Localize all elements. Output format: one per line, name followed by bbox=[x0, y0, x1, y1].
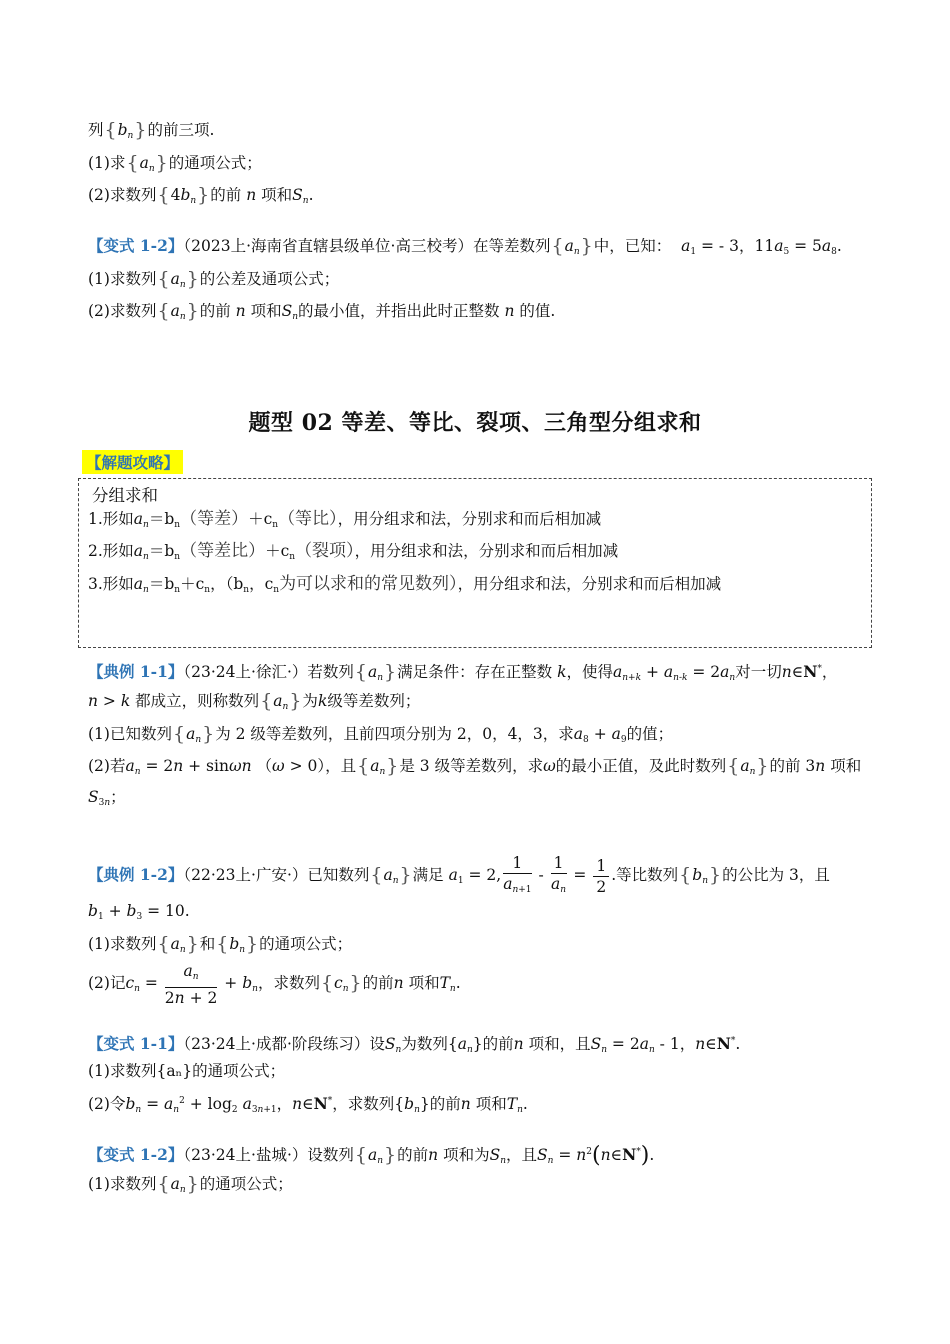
variant-1-2b-header: 【变式 1-2】（23·24上·盐城·）设数列$\{a_n\}$的前n 项和为$S_n$，且$S_n$ = $n^2(n\in N^*)$. bbox=[88, 1143, 655, 1168]
variant-tag: 【变式 1-2】 bbox=[88, 1145, 184, 1164]
example-1-1-line-2: n > k 都成立，则称数列$\{a_n\}$为k级等差数列； bbox=[88, 690, 421, 712]
strategy-rule-1: 1.形如$a_n=b_n$（等差）$+c_n$（等比），用分组求和法，分别求和而后相加减 bbox=[88, 509, 602, 530]
example-1-2-header: 【典例 1-2】（22·23上·广安·）已知数列$\{a_n\}$满足 $a_1 = 2$, $\frac{1}{a_{n+1}}$ - $\frac{1}{a_n}$ = $\frac{1}{2}$ .等比数列$\{b_n\}$的公比为 3，且 bbox=[88, 853, 830, 896]
section-title: 题型 02 等差、等比、裂项、三角型分组求和 bbox=[248, 410, 702, 436]
variant-1-2-header: 【变式 1-2】（2023上·海南省直辖县级单位·高三校考）在等差数列$\{a_n\}$中，已知： $a_1$ = - 3，$11a_5 = 5a_8$. bbox=[88, 235, 842, 257]
variant-1-1-q2: (2)令$b_n = a_n^2 + \log_2 a_{3n+1}$，n∈N*，求数列$\{b_n\}$的前n 项和$T_n$. bbox=[88, 1094, 528, 1115]
example-1-2-q2: (2)记$c_n$ = $\frac{a_n}{2n + 2}$ + $b_n$，求数列$\{c_n\}$的前n 项和$T_n$. bbox=[88, 961, 461, 1007]
example-tag: 【典例 1-1】 bbox=[88, 662, 184, 681]
example-1-2-q1: (1)求数列$\{a_n\}$和$\{b_n\}$的通项公式； bbox=[88, 933, 353, 955]
variant-tag: 【变式 1-2】 bbox=[88, 236, 184, 255]
intro-line-1: 列$\{b_n\}$的前三项. bbox=[88, 119, 215, 141]
example-1-1-q1: (1)已知数列$\{a_n\}$为 2 级等差数列，且前四项分别为 2，0，4，3，求$a_8 + a_9$的值； bbox=[88, 723, 674, 745]
example-1-1-header: 【典例 1-1】（23·24上·徐汇·）若数列$\{a_n\}$满足条件：存在正整数 k，使得$a_{n+k} + a_{n-k} = 2a_n$对一切n∈N*， bbox=[88, 661, 838, 683]
intro-line-3: (2)求数列$\{4b_n\}$的前 n 项和$S_n$. bbox=[88, 184, 314, 206]
intro-line-2: (1)求$\{a_n\}$的通项公式； bbox=[88, 152, 262, 174]
strategy-rule-3: 3.形如$a_n=b_n+c_n$，（$b_n$，$c_n$为可以求和的常见数列），用分组求和法，分别求和而后相加减 bbox=[88, 574, 722, 595]
example-1-1-q2: (2)若$a_n = 2n + \sin\omega n$ （ω > 0），且$\{a_n\}$是 3 级等差数列，求ω的最小正值，及此时数列$\{a_n\}$的前 3n 项和 bbox=[88, 755, 862, 777]
variant-1-2-q1: (1)求数列$\{a_n\}$的公差及通项公式； bbox=[88, 268, 340, 290]
example-1-2-line-2: $b_1 + b_3 = 10$. bbox=[88, 902, 190, 922]
variant-tag: 【变式 1-1】 bbox=[88, 1034, 184, 1053]
example-1-1-q2-cont: $S_{3n}$； bbox=[88, 788, 126, 808]
strategy-box-title: 分组求和 bbox=[92, 486, 158, 505]
strategy-label: 【解题攻略】 bbox=[82, 450, 183, 474]
variant-1-2-q2: (2)求数列$\{a_n\}$的前 n 项和$S_n$的最小值，并指出此时正整数 n 的值. bbox=[88, 300, 556, 322]
variant-1-1-q1: (1)求数列{aₙ}的通项公式； bbox=[88, 1062, 286, 1080]
variant-1-2b-q1: (1)求数列$\{a_n\}$的通项公式； bbox=[88, 1173, 293, 1195]
example-tag: 【典例 1-2】 bbox=[88, 865, 184, 884]
variant-1-1-header: 【变式 1-1】（23·24上·成都·阶段练习）设$S_n$为数列$\{a_n\}$的前n 项和，且$S_n = 2a_n - 1$，n∈N*. bbox=[88, 1034, 741, 1055]
strategy-rule-2: 2.形如$a_n=b_n$（等差比）$+c_n$（裂项），用分组求和法，分别求和而后相加减 bbox=[88, 541, 619, 562]
